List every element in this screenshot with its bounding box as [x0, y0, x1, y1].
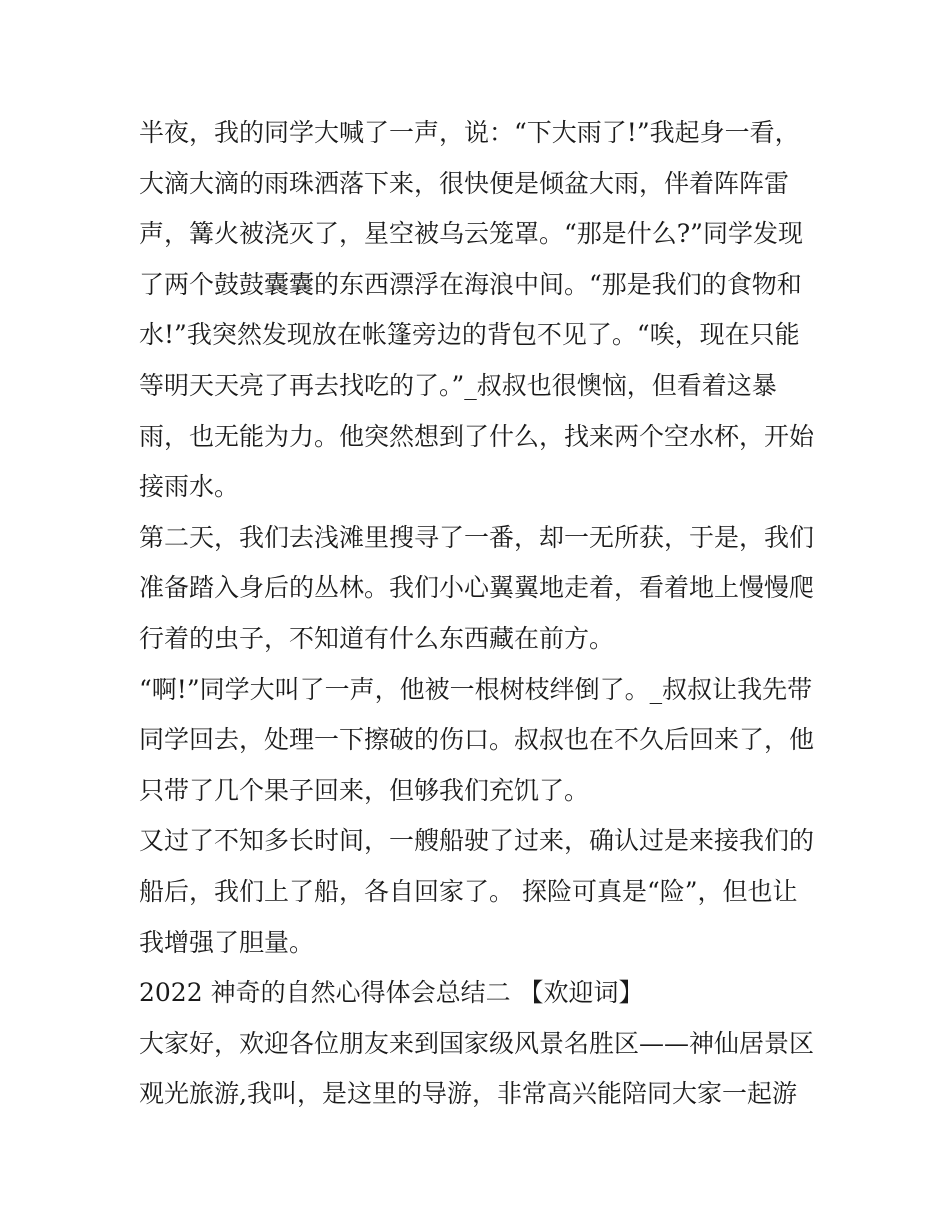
text-line: 雨，也无能为力。他突然想到了什么，找来两个空水杯，开始 [139, 421, 815, 451]
text-line: 只带了几个果子回来，但够我们充饥了。 [139, 775, 590, 805]
text-line: 大滴大滴的雨珠洒落下来，很快便是倾盆大雨，伴着阵阵雷 [139, 168, 790, 198]
text-line: 大家好，欢迎各位朋友来到国家级风景名胜区——神仙居景区 [139, 1028, 815, 1058]
text-line: 行着的虫子，不知道有什么东西藏在前方。 [139, 623, 615, 653]
text-line: 水!”我突然发现放在帐篷旁边的背包不见了。“唉，现在只能 [139, 320, 800, 350]
text-line: 又过了不知多长时间，一艘船驶了过来，确认过是来接我们的 [139, 826, 815, 856]
text-line: 观光旅游,我叫，是这里的导游，非常高兴能陪同大家一起游 [139, 1079, 797, 1109]
document-body [139, 108, 819, 1120]
text-line: 声，篝火被浇灭了，星空被乌云笼罩。“那是什么?”同学发现 [139, 219, 803, 249]
text-line: 我增强了胆量。 [139, 927, 315, 957]
text-line: “啊!”同学大叫了一声，他被一根树枝绊倒了。_叔叔让我先带 [139, 674, 813, 704]
text-line: 了两个鼓鼓囊囊的东西漂浮在海浪中间。“那是我们的食物和 [139, 269, 802, 299]
text-line: 船后，我们上了船，各自回家了。 探险可真是“险”，但也让 [139, 876, 798, 906]
text-line: 准备踏入身后的丛林。我们小心翼翼地走着，看着地上慢慢爬 [139, 573, 815, 603]
text-line: 等明天天亮了再去找吃的了。”_叔叔也很懊恼，但看着这暴 [139, 370, 777, 400]
section-heading: 2022 神奇的自然心得体会总结二 【欢迎词】 [139, 978, 644, 1008]
text-line: 半夜，我的同学大喊了一声，说：“下大雨了!”我起身一看， [139, 118, 800, 147]
text-line: 同学回去，处理一下擦破的伤口。叔叔也在不久后回来了，他 [139, 725, 815, 755]
text-line: 第二天，我们去浅滩里搜寻了一番，却一无所获，于是，我们 [139, 522, 815, 552]
text-line: 接雨水。 [139, 472, 240, 502]
